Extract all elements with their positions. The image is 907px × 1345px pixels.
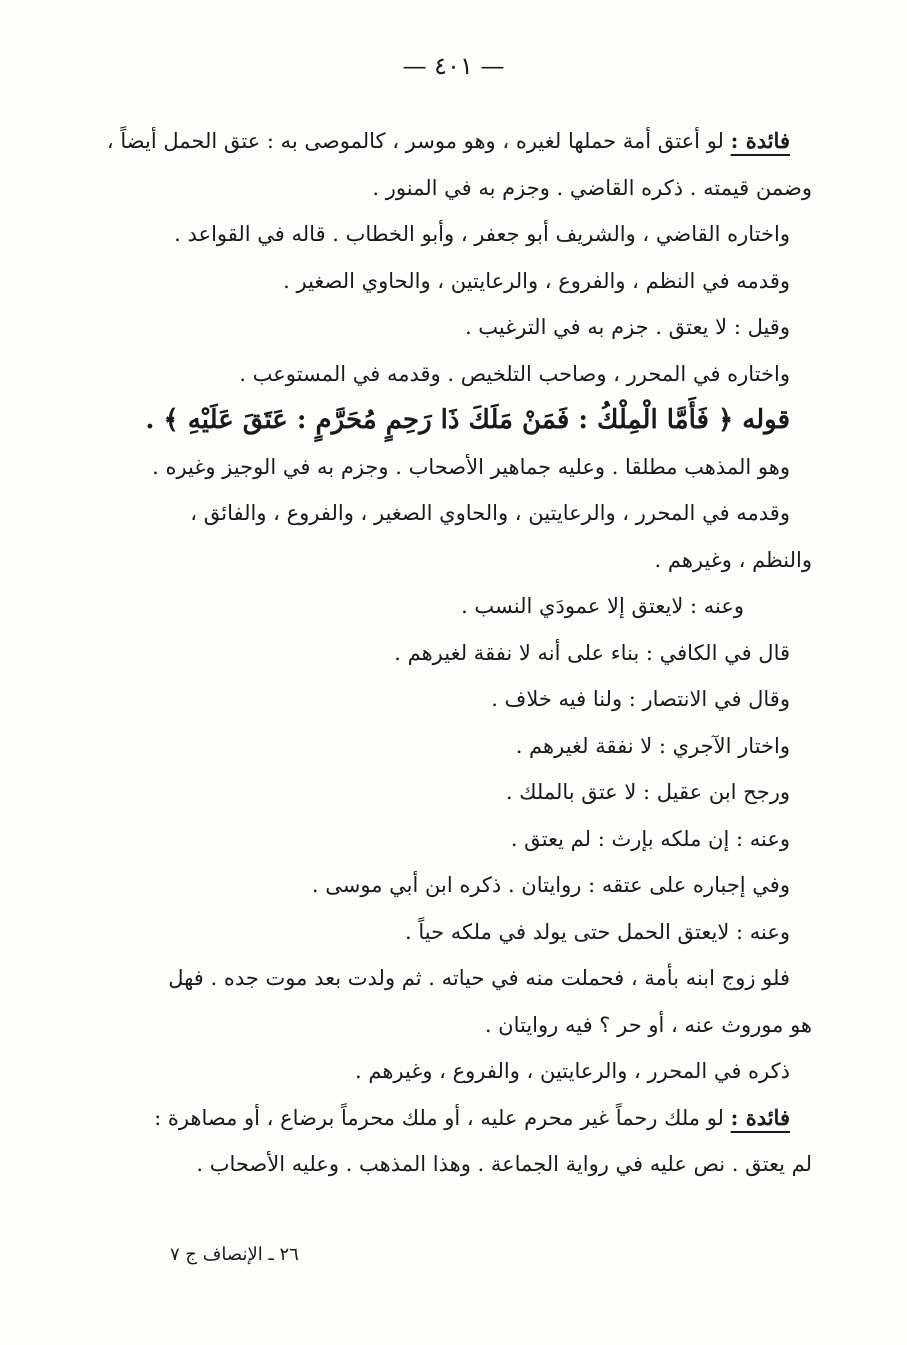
text-line: واختاره في المحرر ، وصاحب التلخيص . وقدمه في المستوعب .	[239, 361, 790, 386]
text-line: هو موروث عنه ، أو حر ؟ فيه روايتان .	[484, 1012, 812, 1037]
text-line: وعنه : لايعتق الحمل حتى يولد في ملكه حياً .	[405, 919, 790, 944]
text-line: وقدمه في النظم ، والفروع ، والرعايتين ، والحاوي الصغير .	[283, 268, 790, 293]
quoted-text-line: قوله ﴿ فَأَمَّا الْمِلْكُ : فَمَنْ مَلَكَ ذَا رَحِمٍ مُحَرَّمٍ : عَتَقَ عَلَيْهِ ﴾ .	[145, 405, 790, 435]
text-line: وقيل : لا يعتق . جزم به في الترغيب .	[464, 315, 790, 339]
text-line: وضمن قيمته . ذكره القاضي . وجزم به في المنور .	[372, 175, 812, 200]
note-heading: فائدة :	[730, 128, 790, 153]
text-line: واختاره القاضي ، والشريف أبو جعفر ، وأبو الخطاب . قاله في القواعد .	[174, 222, 790, 246]
note-heading: فائدة :	[730, 1104, 790, 1130]
text-line: وقدمه في المحرر ، والرعايتين ، والحاوي الصغير ، والفروع ، والفائق ،	[190, 501, 790, 525]
text-line: وهو المذهب مطلقا . وعليه جماهير الأصحاب . وجزم به في الوجيز وغيره .	[152, 454, 790, 479]
text-line: وعنه : لايعتق إلا عمودَي النسب .	[461, 594, 744, 618]
text-line: وفي إجباره على عتقه : روايتان . ذكره ابن أبي موسى .	[311, 873, 790, 897]
text-line: فائدة : لو ملك رحماً غير محرم عليه ، أو ملك محرماً برضاع ، أو مصاهرة :	[154, 1104, 790, 1130]
text-line: لم يعتق . نص عليه في رواية الجماعة . وهذا المذهب . وعليه الأصحاب .	[196, 1152, 812, 1176]
text-line: ذكره في المحرر ، والرعايتين ، والفروع ، وغيرهم .	[355, 1059, 790, 1083]
text-line: والنظم ، وغيرهم .	[654, 547, 812, 572]
text-line: فلو زوج ابنه بأمة ، فحملت منه في حياته . ثم ولدت بعد موت جده . فهل	[168, 966, 790, 990]
body-text	[106, 118, 812, 1188]
text-line: واختار الآجري : لا نفقة لغيرهم .	[515, 733, 790, 758]
page-number: — ٤٠١ —	[402, 52, 505, 80]
text-line: فائدة : لو أعتق أمة حملها لغيره ، وهو موسر ، كالموصى به : عتق الحمل أيضاً ،	[106, 128, 790, 153]
text-line: قال في الكافي : بناء على أنه لا نفقة لغيرهم .	[394, 640, 790, 665]
text-line: وعنه : إن ملكه بإرث : لم يعتق .	[510, 826, 790, 851]
text-line: وقال في الانتصار : ولنا فيه خلاف .	[491, 687, 790, 711]
page-footer: ٢٦ ـ الإنصاف ج ٧	[170, 1244, 299, 1265]
text-line: ورجح ابن عقيل : لا عتق بالملك .	[505, 780, 790, 804]
